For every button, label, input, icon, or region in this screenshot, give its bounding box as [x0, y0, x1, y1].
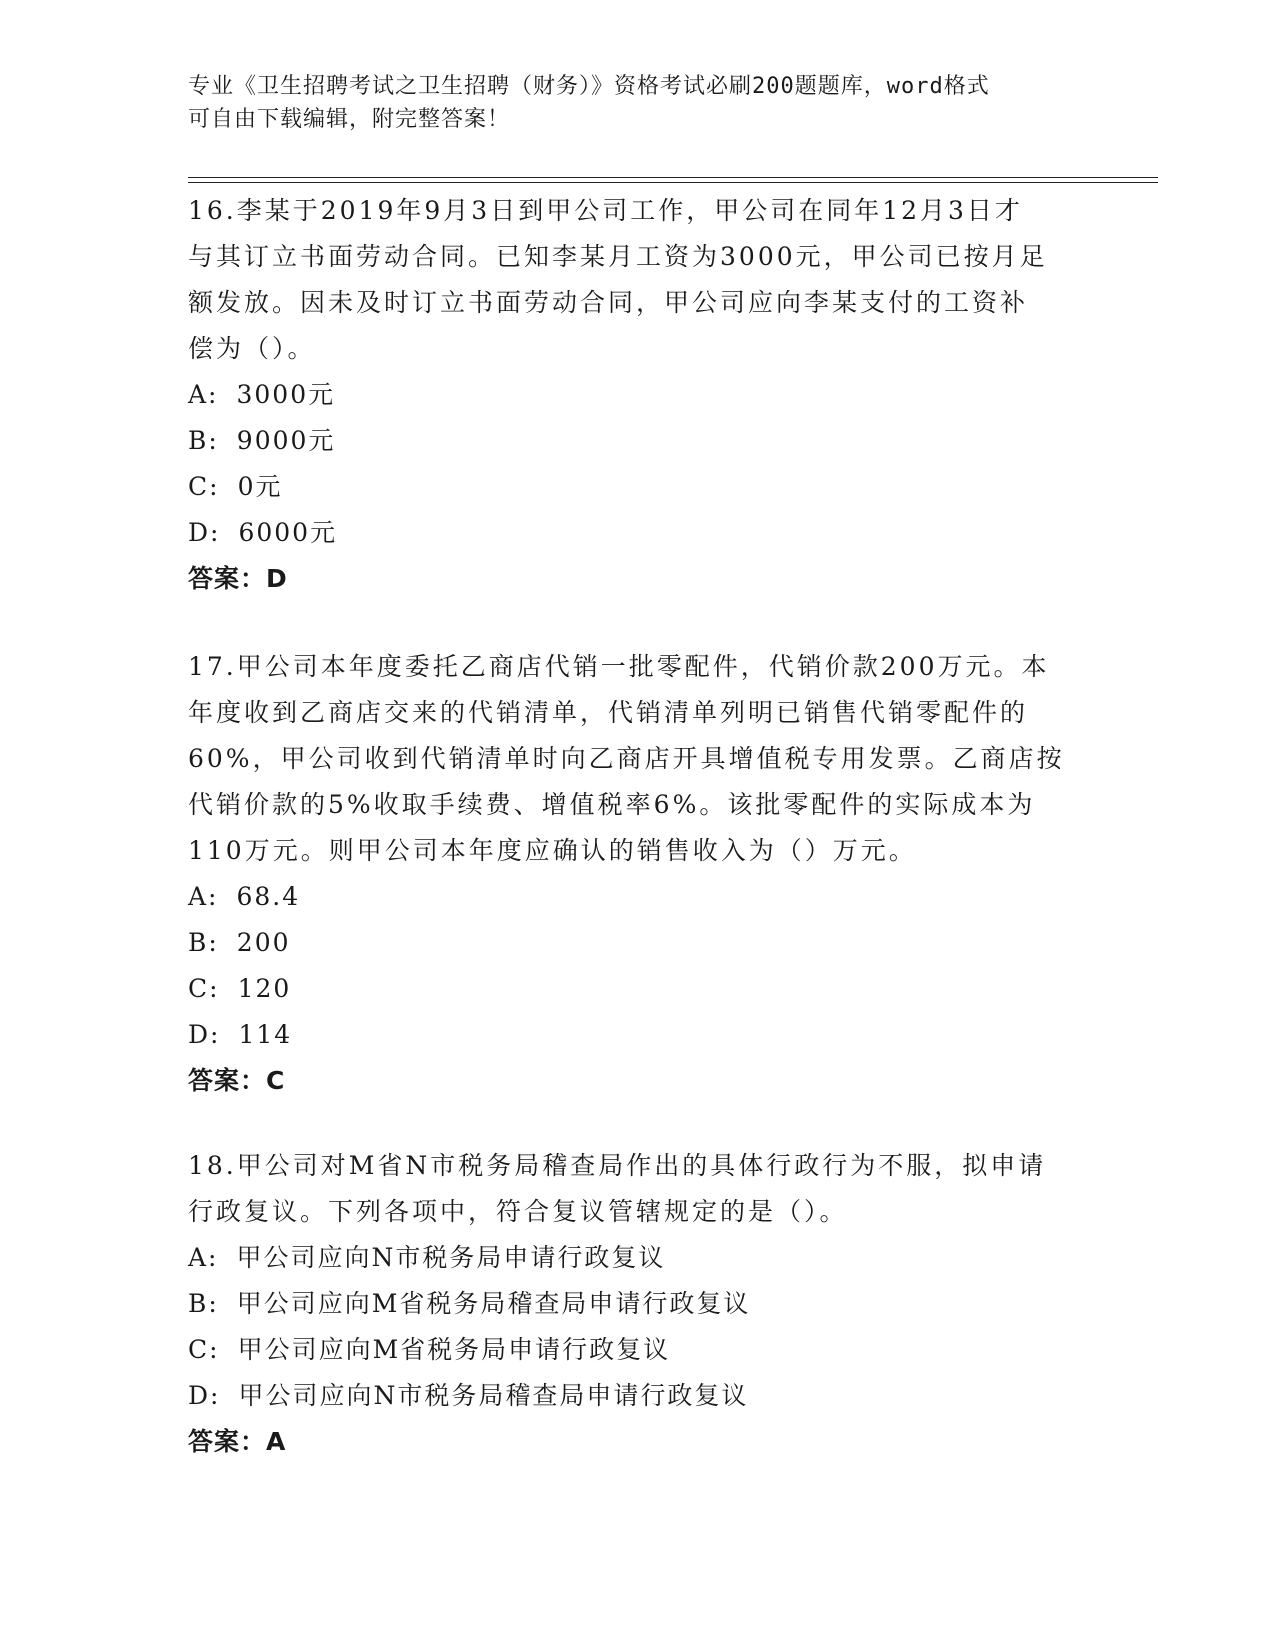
option-c [188, 1327, 1078, 1373]
option-b [188, 920, 1078, 966]
option-text: 200 [236, 928, 291, 957]
option-text: 114 [238, 1020, 293, 1049]
option-a [188, 372, 1078, 418]
question-stem-line: 额发放。因未及时订立书面劳动合同，甲公司应向李某支付的工资补 [188, 288, 1029, 317]
option-c [188, 464, 1078, 510]
option-letter: D: [188, 1381, 221, 1410]
option-letter: D: [188, 1020, 221, 1049]
question-stem-line: 行政复议。下列各项中，符合复议管辖规定的是（）。 [188, 1197, 848, 1226]
option-letter: B: [188, 1289, 219, 1318]
option-letter: C: [188, 1335, 220, 1364]
option-letter: C: [188, 472, 220, 501]
option-letter: B: [188, 426, 219, 455]
option-letter: D: [188, 518, 221, 547]
option-text: 68.4 [236, 882, 301, 911]
option-letter: A: [188, 380, 219, 409]
option-d [188, 510, 1078, 556]
question-stem-line: 17.甲公司本年度委托乙商店代销一批零配件，代销价款200万元。本 [188, 652, 1050, 681]
question-16 [188, 188, 1078, 602]
answer-line: 答案：D [188, 564, 288, 593]
option-text: 甲公司应向M省税务局稽查局申请行政复议 [236, 1289, 751, 1318]
question-stem-line: 偿为（）。 [188, 334, 316, 363]
option-b [188, 418, 1078, 464]
question-stem-line: 代销价款的5%收取手续费、增值税率6%。该批零配件的实际成本为 [188, 790, 1036, 819]
question-stem-line: 110万元。则甲公司本年度应确认的销售收入为（）万元。 [188, 836, 917, 865]
header-divider-top [188, 177, 1158, 178]
option-d [188, 1373, 1078, 1419]
option-d [188, 1012, 1078, 1058]
header-divider-bottom [188, 182, 1158, 183]
question-stem-line: 16.李某于2019年9月3日到甲公司工作，甲公司在同年12月3日才 [188, 196, 1023, 225]
document-header [188, 70, 1068, 136]
option-a [188, 1235, 1078, 1281]
option-letter: A: [188, 1243, 219, 1272]
question-17 [188, 644, 1078, 1104]
question-stem-line: 60%，甲公司收到代销清单时向乙商店开具增值税专用发票。乙商店按 [188, 744, 1065, 773]
option-text: 0元 [237, 472, 283, 501]
question-stem-line: 18.甲公司对M省N市税务局稽查局作出的具体行政行为不服，拟申请 [188, 1151, 1047, 1180]
option-text: 120 [237, 974, 292, 1003]
option-text: 甲公司应向M省税务局申请行政复议 [237, 1335, 671, 1364]
answer-line: 答案：C [188, 1066, 286, 1095]
option-text: 甲公司应向N市税务局稽查局申请行政复议 [238, 1381, 749, 1410]
question-stem-line: 与其订立书面劳动合同。已知李某月工资为3000元，甲公司已按月足 [188, 242, 1048, 271]
header-line-1: 专业《卫生招聘考试之卫生招聘（财务）》资格考试必刷200题题库，word格式 [188, 74, 990, 99]
option-letter: A: [188, 882, 219, 911]
option-a [188, 874, 1078, 920]
option-text: 3000元 [236, 380, 336, 409]
option-letter: C: [188, 974, 220, 1003]
option-letter: B: [188, 928, 219, 957]
question-stem-line: 年度收到乙商店交来的代销清单，代销清单列明已销售代销零配件的 [188, 698, 1029, 727]
option-c [188, 966, 1078, 1012]
question-18 [188, 1143, 1078, 1465]
header-line-2: 可自由下载编辑，附完整答案！ [188, 107, 511, 132]
answer-line: 答案：A [188, 1427, 287, 1456]
option-text: 6000元 [238, 518, 338, 547]
option-text: 9000元 [236, 426, 336, 455]
option-b [188, 1281, 1078, 1327]
option-text: 甲公司应向N市税务局申请行政复议 [236, 1243, 666, 1272]
